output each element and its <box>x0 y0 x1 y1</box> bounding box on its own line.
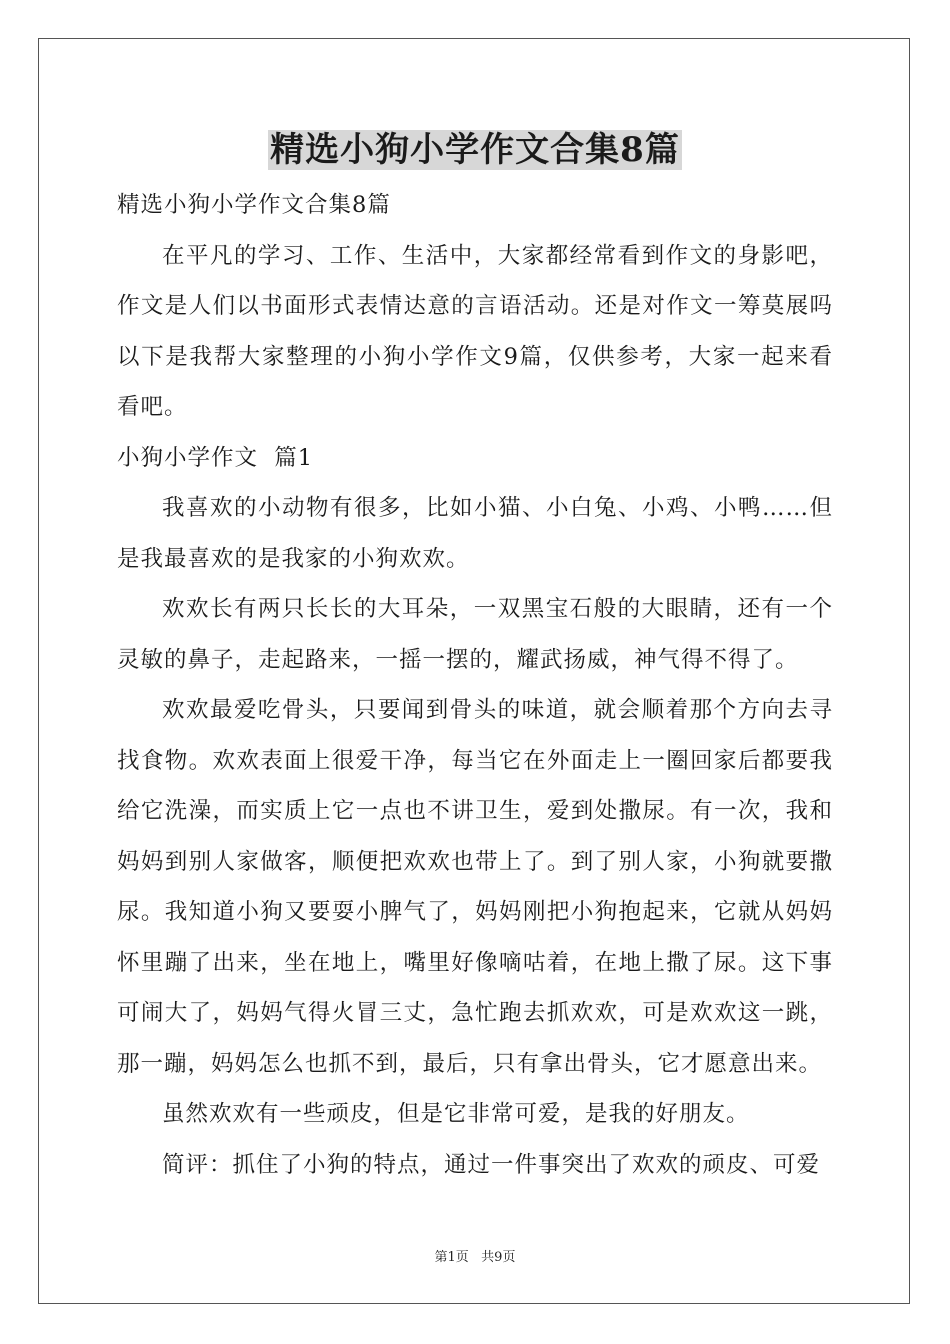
review-paragraph: 简评：抓住了小狗的特点，通过一件事突出了欢欢的顽皮、可爱 <box>162 1151 821 1178</box>
document-body <box>117 180 833 1190</box>
body-paragraph-4: 虽然欢欢有一些顽皮，但是它非常可爱，是我的好朋友。 <box>162 1101 750 1127</box>
body-paragraph-2: 欢欢长有两只长长的大耳朵，一双黑宝石般的大眼睛，还有一个灵敏的鼻子，走起路来，一摇一摆的，耀武扬威，神气得不得了。 <box>117 596 833 673</box>
intro-paragraph: 在平凡的学习、工作、生活中，大家都经常看到作文的身影吧，作文是人们以书面形式表情达意的言语活动。还是对作文一筹莫展吗以下是我帮大家整理的小狗小学作文9篇，仅供参考，大家一起来看看吧。 <box>117 242 833 420</box>
body-paragraph-1: 我喜欢的小动物有很多，比如小猫、小白兔、小鸡、小鸭……但是我最喜欢的是我家的小狗欢欢。 <box>117 495 833 572</box>
document-title <box>0 128 950 172</box>
document-title-text: 精选小狗小学作文合集8篇 <box>270 130 680 170</box>
section-heading: 小狗小学作文 篇1 <box>117 444 314 471</box>
page-footer <box>0 1246 950 1265</box>
body-paragraph-3: 欢欢最爱吃骨头，只要闻到骨头的味道，就会顺着那个方向去寻找食物。欢欢表面上很爱干净，每当它在外面走上一圈回家后都要我给它洗澡，而实质上它一点也不讲卫生，爱到处撒尿。有一次，我和妈妈到别人家做客，顺便把欢欢也带上了。到了别人家，小狗就要撒尿。我知道小狗又要耍小脾气了，妈妈刚把小狗抱起来，它就从妈妈怀里蹦了出来，坐在地上，嘴里好像嘀咕着，在地上撒了尿。这下事可闹大了，妈妈气得火冒三丈，急忙跑去抓欢欢，可是欢欢这一跳，那一蹦，妈妈怎么也抓不到，最后，只有拿出骨头，它才愿意出来。 <box>117 697 833 1077</box>
document-subtitle: 精选小狗小学作文合集8篇 <box>117 192 391 218</box>
page-number: 第1页 共9页 <box>434 1250 516 1265</box>
